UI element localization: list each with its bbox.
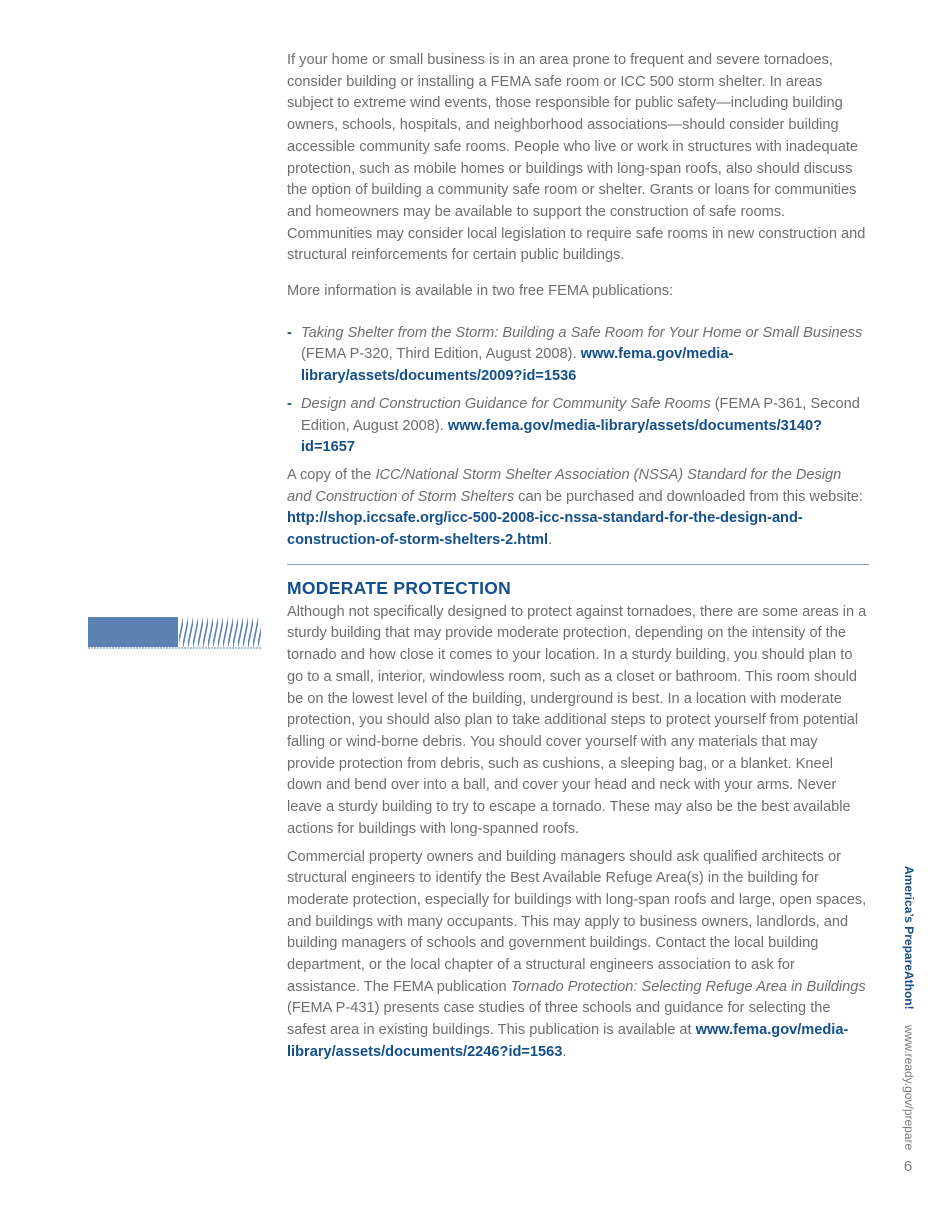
standard-title: ICC/National Storm Shelter Association (NSSA) Standard for the Design and Construction of Storm Shelters	[287, 466, 842, 505]
publication-link[interactable]: www.fema.gov/media-library/assets/documents/3140?id=1657	[301, 417, 823, 456]
standard-middle: can be purchased and downloaded from this website:	[514, 488, 863, 505]
main-content	[287, 50, 869, 1064]
publication-title: Design and Construction Guidance for Community Safe Rooms	[301, 395, 711, 412]
iccsafe-link[interactable]: http://shop.iccsafe.org/icc-500-2008-icc-nssa-standard-for-the-design-and-construction-of-storm-shelters-2.html	[287, 510, 803, 549]
publication-details: (FEMA P-320, Third Edition, August 2008).	[301, 346, 581, 363]
standard-paragraph	[287, 465, 869, 552]
refuge-publication-link[interactable]: www.fema.gov/media-library/assets/documents/2246?id=1563	[287, 1022, 849, 1060]
side-footer	[896, 866, 916, 1151]
intro-paragraph: If your home or small business is in an area prone to frequent and severe tornadoes, consider building or installing a FEMA safe room or ICC 500 storm shelter. In areas subject to extreme wind events, those responsible for public safety—including building owners, schools, hospitals, and neighborhood associations—should consider building accessible community safe rooms. People who live or work in structures with inadequate protection, such as mobile homes or buildings with long-span roofs, also should discuss the option of building a community safe room or shelter. Grants or loans for communities and homeowners may be available to support the construction of safe rooms. Communities may consider local legislation to require safe rooms in new construction and structural reinforcements for certain public buildings.	[287, 52, 866, 264]
marker-hatch	[179, 617, 261, 647]
brand-name: America’s PrepareAthon!	[902, 866, 916, 1010]
list-item	[287, 394, 869, 459]
moderate-suffix: .	[562, 1043, 567, 1060]
bullet-dash: -	[287, 395, 292, 412]
publications-list	[287, 323, 869, 459]
publication-link[interactable]: www.fema.gov/media-library/assets/documents/2009?id=1536	[301, 346, 734, 385]
standard-prefix: A copy of the	[287, 466, 376, 483]
moderate-middle: (FEMA P-431) presents case studies of three schools and guidance for selecting the safest area in existing buildings. This publication is available at	[287, 1000, 831, 1039]
section-divider	[287, 564, 869, 565]
marker-solid-bar	[88, 617, 178, 647]
list-item	[287, 323, 869, 388]
bullet-dash: -	[287, 324, 292, 341]
moderate-prefix: Commercial property owners and building managers should ask qualified architects or structural engineers to identify the Best Available Refuge Area(s) in the building for moderate protection, especially for buildings with long-span roofs and large, open spaces, and buildings with many occupants. This may apply to business owners, landlords, and building managers of schools and government buildings. Contact the local building department, or the local chapter of a structural engineers association to ask for assistance. The FEMA publication	[287, 848, 867, 995]
publication-details: (FEMA P-361, Second Edition, August 2008).	[301, 395, 860, 434]
section-marker	[88, 617, 261, 649]
website-url[interactable]: www.ready.gov/prepare	[902, 1024, 916, 1151]
publication-title: Taking Shelter from the Storm: Building a Safe Room for Your Home or Small Business	[301, 324, 863, 341]
section-heading: MODERATE PROTECTION	[287, 577, 512, 598]
page-number: 6	[903, 1158, 913, 1175]
refuge-publication-title: Tornado Protection: Selecting Refuge Area in Buildings	[510, 978, 866, 995]
publications-intro: More information is available in two free FEMA publications:	[287, 283, 674, 300]
standard-suffix: .	[548, 532, 553, 549]
moderate-paragraph-2	[287, 847, 869, 1064]
moderate-paragraph-1: Although not specifically designed to protect against tornadoes, there are some areas in a sturdy building that may provide moderate protection, depending on the intensity of the tornado and how close it comes to your location. In a sturdy building, you should plan to go to a small, interior, windowless room, such as a closet or bathroom. This room should be on the lowest level of the building, underground is best. In a location with moderate protection, you should also plan to take additional steps to protect yourself from potential falling or wind-borne debris. You should cover yourself with any materials that may provide protection from debris, such as cushions, a sleeping bag, or a blanket. Kneel down and bend over into a ball, and cover your head and neck with your arms. Never leave a sturdy building to try to escape a tornado. These may also be the best available actions for buildings with long-spanned roofs.	[287, 603, 867, 837]
